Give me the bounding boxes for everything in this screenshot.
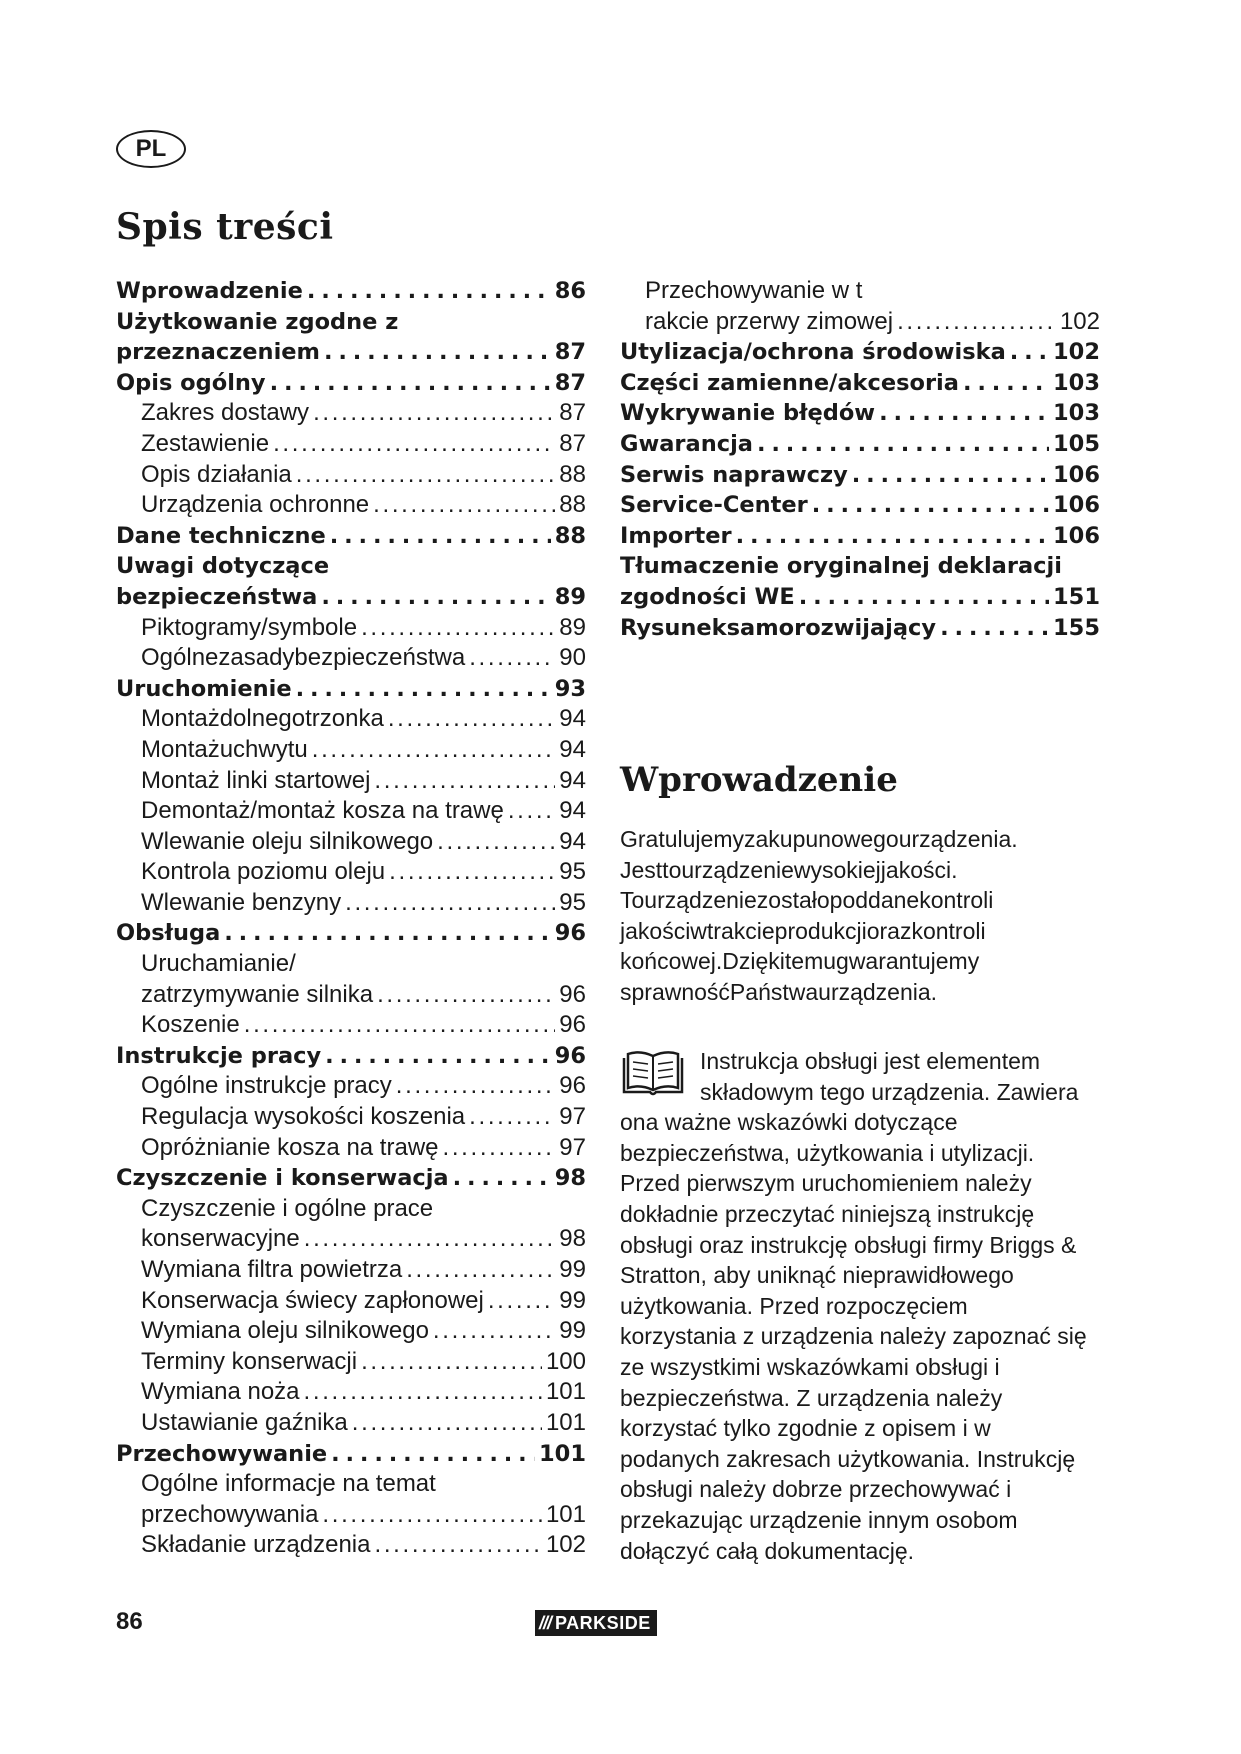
toc-entry-label: Urządzenia ochronne xyxy=(141,491,370,519)
toc-entry-page: 87 xyxy=(554,369,586,396)
toc-entry-label: Ogólne informacje na temat xyxy=(141,1470,436,1498)
toc-entry-label: Części zamienne/akcesoria xyxy=(620,369,959,396)
toc-entry-label: Piktogramy/symbole xyxy=(141,613,358,641)
toc-entry xyxy=(116,704,586,735)
toc-entry-label: Gwarancja xyxy=(620,430,753,457)
toc-entry-page: 99 xyxy=(559,1286,586,1314)
toc-entry xyxy=(116,490,586,521)
toc-entry-page: 95 xyxy=(559,888,586,916)
toc-entry-page: 105 xyxy=(1053,430,1100,457)
toc-entry xyxy=(116,766,586,797)
toc-entry-page: 97 xyxy=(559,1103,586,1131)
toc-entry-label: Ogólnezasadybezpieczeństwa xyxy=(141,644,466,672)
toc-dot-leader xyxy=(406,1255,555,1286)
toc-entry xyxy=(116,521,586,552)
toc-entry-page: 106 xyxy=(1053,492,1100,519)
toc-entry-page: 99 xyxy=(559,1256,586,1283)
toc-entry xyxy=(116,1041,586,1072)
note-text: Instrukcja obsługi jest elementem składowym tego urządzenia. Zawiera ona ważne wskazówki dotyczące bezpieczeństwa, użytkowania i utylizacji. Przed pierwszym uruchomieniem należy dokładnie przeczytać niniejszą instrukcję obsługi oraz instrukcję obsługi firmy Briggs & Stratton, aby uniknąć nieprawidłowego użytkowania. Przed rozpoczęciem korzystania z urządzenia należy zapoznać się ze wszystkimi wskazówkami obsługi i bezpieczeństwa. Z urządzenia należy korzystać tylko zgodnie z opisem i w podanych zakresach użytkowania. Instrukcję obsługi należy dobrze przechowywać i przekazując urządzenie innym osobom dołączyć całą dokumentację. xyxy=(620,1048,1087,1564)
toc-dot-leader xyxy=(330,521,551,552)
toc-entry xyxy=(116,1469,586,1500)
toc-entry xyxy=(116,1377,586,1408)
toc-dot-leader xyxy=(324,337,551,368)
toc-dot-leader xyxy=(304,1377,542,1408)
toc-entry xyxy=(116,1010,586,1041)
toc-entry-label: Przechowywanie xyxy=(116,1440,328,1467)
toc-dot-leader xyxy=(331,1439,535,1470)
toc-entry-label: konserwacyjne xyxy=(141,1225,300,1253)
toc-entry-page: 87 xyxy=(559,399,586,427)
toc-entry xyxy=(116,398,586,429)
toc-entry-page: 96 xyxy=(554,1042,586,1069)
toc-entry-label: Wlewanie benzyny xyxy=(141,888,342,916)
toc-entry-page: 94 xyxy=(559,766,586,794)
toc-dot-leader xyxy=(508,796,555,827)
toc-entry xyxy=(116,674,586,705)
toc-dot-leader xyxy=(374,766,555,797)
toc-dot-leader xyxy=(296,674,551,705)
toc-dot-leader xyxy=(352,1408,542,1439)
toc-entry xyxy=(116,613,586,644)
toc-entry-label: Opis działania xyxy=(141,460,292,488)
toc-entry xyxy=(116,307,586,338)
section-heading: Wprowadzenie xyxy=(620,760,898,800)
toc-entry-page: 96 xyxy=(554,920,586,947)
toc-entry xyxy=(620,551,1100,582)
toc-dot-leader xyxy=(307,276,551,307)
intro-paragraph: Gratulujemyzakupunowegourządzenia. Jesttourządzeniewysokiejjakości. Tourządzeniezostałopoddanekontroli jakościwtrakcieprodukcjiorazkontroli końcowej.Dziękitemugwarantujemy sprawnośćPaństwaurządzenia. xyxy=(620,826,1018,1005)
toc-entry-label: przechowywania xyxy=(141,1500,319,1528)
toc-entry-label: Czyszczenie i ogólne prace xyxy=(141,1194,434,1222)
toc-dot-leader xyxy=(757,429,1049,460)
toc-entry-page: 98 xyxy=(554,1165,586,1192)
toc-entry xyxy=(116,1102,586,1133)
toc-entry xyxy=(116,1286,586,1317)
toc-entry xyxy=(620,460,1100,491)
toc-entry-label: Opróżnianie kosza na trawę xyxy=(141,1133,439,1161)
toc-entry-page: 94 xyxy=(559,735,586,763)
toc-entry-label: Użytkowanie zgodne z xyxy=(116,308,399,335)
toc-dot-leader xyxy=(940,613,1049,644)
toc-entry-label: Terminy konserwacji xyxy=(141,1347,358,1375)
toc-entry xyxy=(116,1530,586,1561)
toc-entry-label: zgodności WE xyxy=(620,583,795,610)
toc-entry-page: 96 xyxy=(559,1011,586,1039)
toc-entry xyxy=(620,398,1100,429)
toc-entry-page: 101 xyxy=(545,1378,586,1406)
toc-entry-page: 93 xyxy=(554,675,586,702)
toc-entry xyxy=(116,949,586,980)
toc-dot-leader xyxy=(963,368,1049,399)
toc-entry xyxy=(116,1255,586,1286)
toc-entry-label: Wymiana noża xyxy=(141,1378,300,1406)
toc-entry xyxy=(116,337,586,368)
toc-dot-leader xyxy=(388,704,555,735)
page-number: 86 xyxy=(116,1608,143,1635)
toc-entry xyxy=(116,368,586,399)
toc-dot-leader xyxy=(453,1163,551,1194)
toc-entry xyxy=(620,582,1100,613)
toc-entry-label: Czyszczenie i konserwacja xyxy=(116,1165,449,1192)
toc-entry-label: Zestawienie xyxy=(141,429,270,457)
toc-entry xyxy=(620,307,1100,338)
toc-dot-leader xyxy=(389,857,555,888)
toc-dot-leader xyxy=(345,888,555,919)
toc-dot-leader xyxy=(469,643,555,674)
toc-entry-label: Wymiana filtra powietrza xyxy=(141,1256,403,1283)
toc-entry xyxy=(116,1439,586,1470)
toc-dot-leader xyxy=(322,1500,542,1531)
toc-entry xyxy=(116,918,586,949)
toc-entry xyxy=(116,1316,586,1347)
logo-text: PARKSIDE xyxy=(555,1612,651,1633)
parkside-logo xyxy=(535,1610,657,1636)
toc-entry-page: 87 xyxy=(559,429,586,457)
book-icon xyxy=(620,1050,686,1102)
toc-entry-page: 98 xyxy=(559,1225,586,1253)
toc-dot-leader xyxy=(1010,337,1049,368)
toc-entry xyxy=(620,429,1100,460)
toc-entry xyxy=(116,1163,586,1194)
toc-entry xyxy=(620,337,1100,368)
toc-dot-leader xyxy=(224,918,550,949)
toc-entry xyxy=(620,613,1100,644)
toc-entry-page: 96 xyxy=(559,1072,586,1100)
toc-entry-page: 102 xyxy=(1059,307,1100,335)
toc-dot-leader xyxy=(244,1010,556,1041)
toc-entry-page: 94 xyxy=(559,705,586,733)
toc-entry-page: 88 xyxy=(559,460,586,488)
toc-dot-leader xyxy=(443,1133,556,1164)
toc-entry-page: 87 xyxy=(554,339,586,366)
toc-dot-leader xyxy=(812,490,1049,521)
toc-entry-page: 100 xyxy=(545,1347,586,1375)
toc-entry-label: Konserwacja świecy zapłonowej xyxy=(141,1286,484,1314)
toc-entry-label: Montaż linki startowej xyxy=(141,766,371,794)
toc-entry-label: Instrukcje pracy xyxy=(116,1042,322,1069)
toc-left-column xyxy=(116,276,586,1561)
toc-entry-label: Wlewanie oleju silnikowego xyxy=(141,827,434,855)
toc-entry xyxy=(620,490,1100,521)
toc-entry-page: 86 xyxy=(554,278,586,304)
toc-entry xyxy=(620,368,1100,399)
toc-dot-leader xyxy=(373,490,555,521)
toc-entry-label: Obsługa xyxy=(116,920,221,947)
toc-entry xyxy=(116,1194,586,1225)
toc-dot-leader xyxy=(799,582,1049,613)
toc-entry-label: Kontrola poziomu oleju xyxy=(141,858,386,886)
toc-entry-label: Przechowywanie w t xyxy=(645,277,863,304)
toc-entry-page: 94 xyxy=(559,827,586,855)
toc-entry-label: Wprowadzenie xyxy=(116,278,303,304)
toc-entry-label: zatrzymywanie silnika xyxy=(141,980,374,1008)
toc-entry-page: 94 xyxy=(559,797,586,825)
page-title: Spis treści xyxy=(116,206,334,248)
toc-entry-page: 99 xyxy=(559,1317,586,1345)
toc-dot-leader xyxy=(313,398,555,429)
toc-entry-page: 96 xyxy=(559,980,586,1008)
toc-dot-leader xyxy=(488,1286,555,1317)
toc-dot-leader xyxy=(437,827,555,858)
toc-entry xyxy=(116,980,586,1011)
toc-entry-page: 89 xyxy=(554,583,586,610)
toc-entry xyxy=(116,796,586,827)
toc-entry-label: Montażuchwytu xyxy=(141,735,308,763)
toc-entry-label: rakcie przerwy zimowej xyxy=(645,307,894,335)
toc-entry xyxy=(116,1133,586,1164)
toc-entry-page: 101 xyxy=(545,1500,586,1528)
toc-entry xyxy=(116,827,586,858)
toc-entry-label: Zakres dostawy xyxy=(141,399,310,427)
toc-entry xyxy=(116,1347,586,1378)
toc-entry-label: bezpieczeństwa xyxy=(116,583,318,610)
toc-entry-page: 103 xyxy=(1053,400,1100,427)
toc-entry-label: Ogólne instrukcje pracy xyxy=(141,1072,392,1100)
toc-entry-label: Opis ogólny xyxy=(116,369,266,396)
toc-entry xyxy=(620,276,1100,307)
toc-entry xyxy=(116,551,586,582)
toc-entry-label: Regulacja wysokości koszenia xyxy=(141,1103,466,1131)
toc-entry-page: 102 xyxy=(545,1531,586,1559)
toc-entry-page: 90 xyxy=(559,644,586,672)
language-badge: PL xyxy=(116,130,186,168)
toc-entry-page: 101 xyxy=(545,1408,586,1436)
toc-entry-label: Uruchomienie xyxy=(116,675,292,702)
toc-dot-leader xyxy=(377,980,555,1011)
toc-dot-leader xyxy=(879,398,1049,429)
toc-entry-label: Dane techniczne xyxy=(116,522,326,549)
toc-dot-leader xyxy=(396,1071,556,1102)
toc-dot-leader xyxy=(304,1224,556,1255)
toc-entry-label: Ustawianie gaźnika xyxy=(141,1408,348,1436)
toc-entry-page: 88 xyxy=(554,522,586,549)
toc-dot-leader xyxy=(361,613,555,644)
toc-dot-leader xyxy=(325,1041,551,1072)
toc-entry xyxy=(116,582,586,613)
manual-note xyxy=(620,1046,1090,1566)
toc-dot-leader xyxy=(375,1530,542,1561)
toc-entry-page: 155 xyxy=(1053,614,1100,641)
toc-entry xyxy=(116,735,586,766)
toc-entry-page: 97 xyxy=(559,1133,586,1161)
toc-entry-page: 89 xyxy=(559,613,586,641)
toc-entry-label: Importer xyxy=(620,522,732,549)
toc-entry xyxy=(116,429,586,460)
toc-entry xyxy=(116,276,586,307)
toc-dot-leader xyxy=(433,1316,555,1347)
toc-dot-leader xyxy=(296,460,556,491)
toc-entry-page: 106 xyxy=(1053,522,1100,549)
toc-entry-page: 102 xyxy=(1053,339,1100,366)
toc-entry xyxy=(116,460,586,491)
toc-entry-page: 101 xyxy=(539,1440,586,1467)
toc-dot-leader xyxy=(270,368,551,399)
toc-entry xyxy=(116,643,586,674)
toc-dot-leader xyxy=(312,735,556,766)
toc-entry xyxy=(116,1071,586,1102)
toc-entry-page: 151 xyxy=(1053,583,1100,610)
toc-dot-leader xyxy=(361,1347,542,1378)
toc-entry xyxy=(116,1224,586,1255)
toc-entry-label: przeznaczeniem xyxy=(116,339,320,366)
toc-entry-label: Montażdolnegotrzonka xyxy=(141,705,384,733)
toc-entry-label: Uwagi dotyczące xyxy=(116,553,330,580)
toc-right-column xyxy=(620,276,1100,643)
toc-entry-label: Wykrywanie błędów xyxy=(620,400,876,427)
toc-dot-leader xyxy=(469,1102,555,1133)
toc-entry-label: Rysuneksamorozwijający xyxy=(620,614,937,641)
toc-entry xyxy=(116,857,586,888)
toc-dot-leader xyxy=(736,521,1049,552)
toc-entry-page: 88 xyxy=(559,491,586,519)
toc-dot-leader xyxy=(273,429,555,460)
toc-entry-page: 106 xyxy=(1053,461,1100,488)
toc-entry-label: Service-Center xyxy=(620,492,808,519)
toc-entry-label: Wymiana oleju silnikowego xyxy=(141,1317,429,1345)
toc-entry-label: Serwis naprawczy xyxy=(620,461,848,488)
toc-entry-label: Demontaż/montaż kosza na trawę xyxy=(141,797,504,825)
toc-entry xyxy=(116,1408,586,1439)
toc-dot-leader xyxy=(321,582,550,613)
toc-entry-page: 95 xyxy=(559,858,586,886)
toc-entry-label: Koszenie xyxy=(141,1011,240,1039)
toc-entry-label: Tłumaczenie oryginalnej deklaracji xyxy=(620,553,1062,580)
toc-dot-leader xyxy=(852,460,1049,491)
toc-entry-label: Składanie urządzenia xyxy=(141,1531,371,1559)
toc-entry xyxy=(116,1500,586,1531)
toc-entry xyxy=(620,521,1100,552)
toc-entry xyxy=(116,888,586,919)
logo-stripes: /// xyxy=(539,1612,552,1633)
toc-entry-page: 103 xyxy=(1053,369,1100,396)
toc-dot-leader xyxy=(897,307,1056,338)
toc-entry-label: Uruchamianie/ xyxy=(141,950,296,978)
toc-entry-label: Utylizacja/ochrona środowiska xyxy=(620,339,1006,366)
